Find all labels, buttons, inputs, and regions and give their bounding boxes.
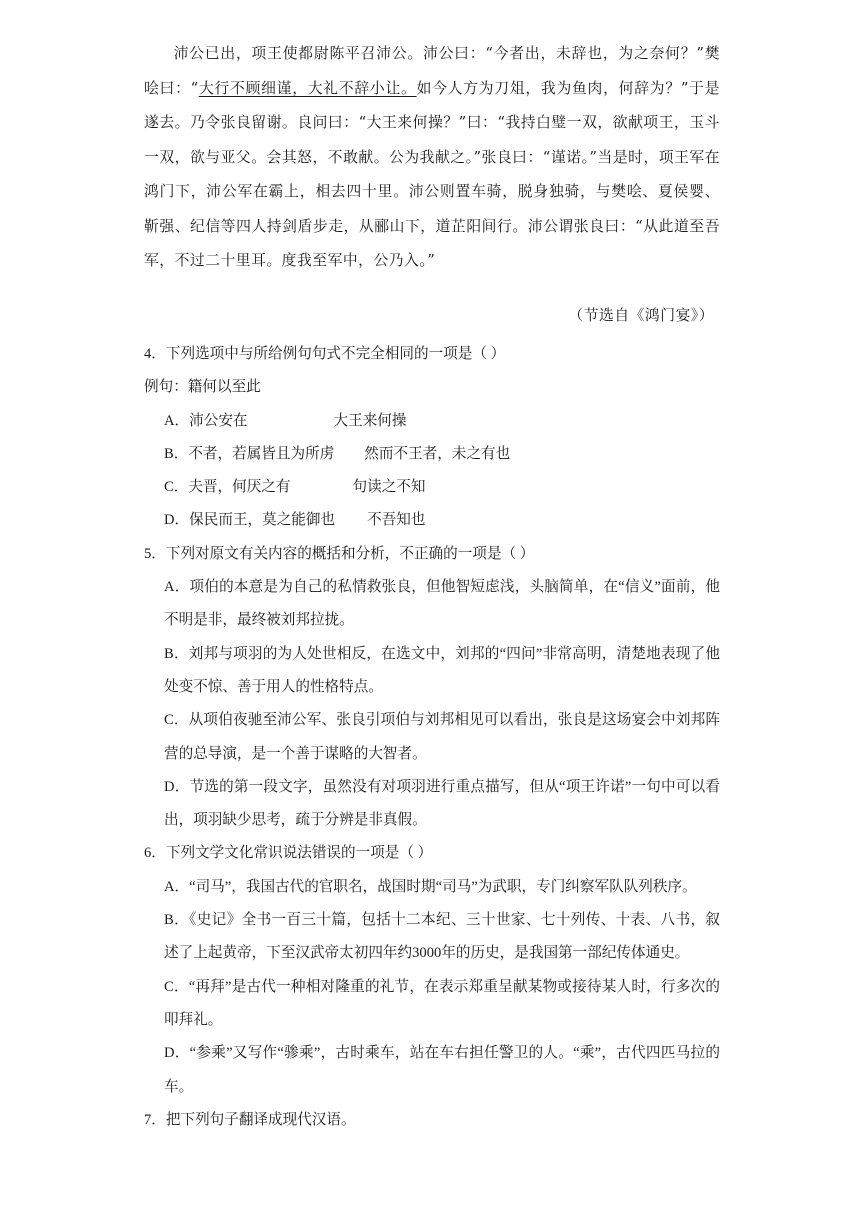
option-d[interactable]: D．“参乘”又写作“骖乘”，古时乘车，站在车右担任警卫的人。“乘”，古代四匹马拉的车。	[164, 1045, 720, 1095]
option-b[interactable]: B．《史记》全书一百三十篇，包括十二本纪、三十世家、七十列传、十表、八书，叙述了上起黄帝，下至汉武帝太初四年约3000年的历史，是我国第一部纪传体通史。	[164, 912, 720, 962]
question-stem: 7．把下列句子翻译成现代汉语。	[144, 1111, 356, 1128]
passage-source: （节选自《鸿门宴》）	[568, 307, 714, 324]
option-a[interactable]	[164, 405, 720, 438]
option-c[interactable]	[164, 471, 720, 504]
passage-text: 如今人方为刀俎，我为鱼肉，何辞为？”于是遂去。乃令张良留谢。良问曰：“大王来何操？”曰：“我持白璧一双，欲献项王，玉斗一双，欲与亚父。会其怒，不敢献。公为我献之。”张良曰：“谨诺。”当是时，项王军在鸿门下，沛公军在霸上，相去四十里。沛公则置车骑，脱身独骑，与樊哙、夏侯婴、靳强、纪信等四人持剑盾步走，从郦山下，道芷阳间行。沛公谓张良曰：“从此道至吾军，不过二十里耳。度我至军中，公乃入。”	[144, 79, 720, 269]
option-b-part1: B．不者，若属皆且为所虏	[164, 445, 335, 462]
option-b-part2: 然而不王者，未之有也	[364, 445, 511, 462]
question-stem: 6．下列文学文化常识说法错误的一项是（ ）	[144, 845, 433, 862]
classical-passage	[144, 37, 720, 279]
question-6	[144, 837, 720, 1103]
option-a-part1: A．沛公安在	[164, 412, 248, 429]
option-b[interactable]: B．刘邦与项羽的为人处世相反，在选文中，刘邦的“四问”非常高明，清楚地表现了他处变不惊、善于用人的性格特点。	[164, 645, 720, 695]
question-4	[144, 338, 720, 538]
option-c[interactable]: C．从项伯夜驰至沛公军、张良引项伯与刘邦相见可以看出，张良是这场宴会中刘邦阵营的总导演，是一个善于谋略的大智者。	[164, 712, 720, 762]
passage-text: 沛公已出，项王使都尉陈平召沛公。沛公曰：“今者出，未辞也，为之奈何？”樊哙曰：“	[144, 45, 720, 97]
example-sentence: 例句：籍何以至此	[144, 379, 261, 396]
underlined-sentence: 大行不顾细谨，大礼不辞小让。	[198, 79, 417, 97]
question-stem: 4．下列选项中与所给例句句式不完全相同的一项是（ ）	[144, 346, 506, 362]
option-d-part1: D．保民而王，莫之能御也	[164, 512, 336, 529]
question-stem: 5．下列对原文有关内容的概括和分析，不正确的一项是（ ）	[144, 545, 535, 562]
option-d[interactable]	[164, 504, 720, 537]
option-d[interactable]: D．节选的第一段文字，虽然没有对项羽进行重点描写，但从“项王许诺”一句中可以看出，项羽缺少思考，疏于分辨是非真假。	[164, 778, 720, 829]
option-c-part1: C．夫晋，何厌之有	[164, 479, 291, 496]
question-7	[144, 1104, 720, 1137]
option-b[interactable]	[164, 438, 720, 471]
question-5	[144, 538, 720, 838]
passage-paragraph	[144, 37, 720, 279]
question-list	[144, 338, 720, 1137]
option-c-part2: 句读之不知	[352, 479, 426, 496]
option-a[interactable]: A．“司马”，我国古代的官职名，战国时期“司马”为武职，专门纠察军队队列秩序。	[164, 878, 697, 895]
option-a-part2: 大王来何操	[333, 412, 407, 429]
option-d-part2: 不吾知也	[367, 512, 426, 529]
option-a[interactable]: A．项伯的本意是为自己的私情救张良，但他智短虑浅，头脑简单，在“信义”面前，他不明是非，最终被刘邦拉拢。	[164, 579, 720, 629]
option-c[interactable]: C．“再拜”是古代一种相对隆重的礼节，在表示郑重呈献某物或接待某人时，行多次的叩拜礼。	[164, 978, 720, 1028]
